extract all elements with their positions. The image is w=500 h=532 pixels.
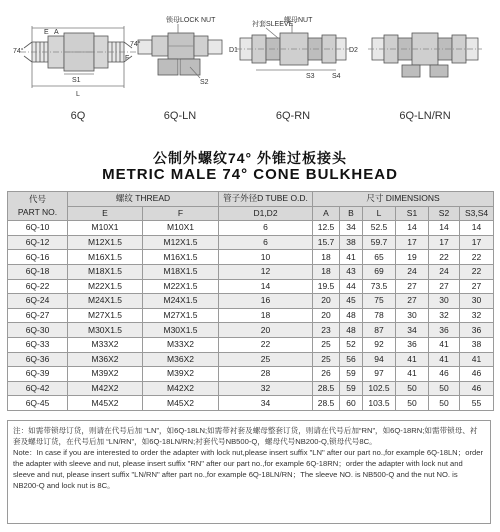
table-cell: 6Q-10 [8, 221, 68, 236]
table-cell: 59.7 [363, 235, 396, 250]
title-chinese: 公制外螺纹74° 外锥过板接头 [152, 150, 348, 166]
label-sleeve: 衬套SLEEVE [252, 21, 294, 28]
table-cell: 20 [313, 308, 340, 323]
table-cell: 20 [219, 323, 313, 338]
table-cell: M33X2 [68, 337, 143, 352]
table-cell: 6Q-36 [8, 352, 68, 367]
table-cell: 6Q-45 [8, 396, 68, 411]
table-cell: M10X1 [68, 221, 143, 236]
table-cell: 16 [219, 294, 313, 309]
header-s3s4: S3,S4 [460, 206, 494, 221]
table-cell: M36X2 [68, 352, 143, 367]
table-cell: M39X2 [68, 367, 143, 382]
table-cell: 73.5 [363, 279, 396, 294]
table-cell: 6 [219, 221, 313, 236]
table-cell: 41 [460, 352, 494, 367]
table-cell: M27X1.5 [143, 308, 219, 323]
header-s2: S2 [429, 206, 460, 221]
table-cell: 41 [396, 352, 429, 367]
table-cell: 50 [429, 396, 460, 411]
table-cell: 34 [219, 396, 313, 411]
table-cell: 14 [396, 221, 429, 236]
table-cell: 41 [429, 337, 460, 352]
table-cell: 22 [460, 250, 494, 265]
label-f: F [125, 55, 130, 62]
table-cell: 10 [219, 250, 313, 265]
table-cell: 50 [396, 381, 429, 396]
table-cell: 41 [340, 250, 363, 265]
table-cell: 24 [429, 264, 460, 279]
table-cell: M30X1.5 [68, 323, 143, 338]
table-cell: M12X1.5 [68, 235, 143, 250]
table-cell: 25 [313, 352, 340, 367]
table-cell: M39X2 [143, 367, 219, 382]
table-cell: 36 [396, 337, 429, 352]
table-cell: 45 [340, 294, 363, 309]
header-dimensions: 尺寸 DIMENSIONS [313, 192, 494, 207]
table-cell: 17 [460, 235, 494, 250]
table-cell: 6Q-24 [8, 294, 68, 309]
table-cell: M16X1.5 [143, 250, 219, 265]
table-cell: M18X1.5 [68, 264, 143, 279]
label-s1: S1 [72, 77, 81, 84]
table-cell: 48 [340, 323, 363, 338]
caption-6q: 6Q [70, 110, 86, 122]
table-cell: 22 [219, 337, 313, 352]
table-cell: 38 [460, 337, 494, 352]
header-f: F [143, 206, 219, 221]
table-cell: 19 [396, 250, 429, 265]
label-angle-left: 74° [13, 48, 24, 55]
table-cell: 6Q-33 [8, 337, 68, 352]
table-cell: 15.7 [313, 235, 340, 250]
table-cell: 6Q-39 [8, 367, 68, 382]
table-cell: 18 [219, 308, 313, 323]
table-cell: 6Q-27 [8, 308, 68, 323]
table-cell: M10X1 [143, 221, 219, 236]
label-d1: D1 [229, 47, 238, 54]
table-cell: 19.5 [313, 279, 340, 294]
table-row [8, 323, 494, 338]
table-cell: M16X1.5 [68, 250, 143, 265]
table-cell: M24X1.5 [68, 294, 143, 309]
label-s3: S3 [306, 73, 315, 80]
table-cell: 27 [396, 279, 429, 294]
label-nut: 螺母NUT [284, 17, 313, 24]
table-cell: M22X1.5 [143, 279, 219, 294]
table-cell: 56 [340, 352, 363, 367]
table-cell: 55 [460, 396, 494, 411]
label-s2: S2 [200, 79, 209, 86]
table-cell: 28.5 [313, 381, 340, 396]
table-cell: 48 [340, 308, 363, 323]
table-cell: 14 [460, 221, 494, 236]
header-l: L [363, 206, 396, 221]
table-cell: 17 [429, 235, 460, 250]
table-cell: 60 [340, 396, 363, 411]
table-cell: 20 [313, 294, 340, 309]
table-row [8, 221, 494, 236]
table-cell: 6Q-30 [8, 323, 68, 338]
table-row [8, 308, 494, 323]
table-cell: 30 [429, 294, 460, 309]
label-a: A [54, 29, 59, 36]
label-l: L [76, 91, 80, 98]
table-cell: 17 [396, 235, 429, 250]
table-cell: 36 [429, 323, 460, 338]
table-row [8, 235, 494, 250]
table-cell: 30 [396, 308, 429, 323]
table-cell: 94 [363, 352, 396, 367]
drawing-6q-rn [236, 24, 350, 70]
table-cell: 36 [460, 323, 494, 338]
table-cell: M42X2 [68, 381, 143, 396]
table-cell: 46 [460, 381, 494, 396]
table-row [8, 396, 494, 411]
table-row [8, 352, 494, 367]
table-cell: 65 [363, 250, 396, 265]
table-cell: M45X2 [143, 396, 219, 411]
table-row [8, 250, 494, 265]
table-cell: 103.5 [363, 396, 396, 411]
table-cell: M22X1.5 [68, 279, 143, 294]
table-cell: 25 [219, 352, 313, 367]
table-cell: M45X2 [68, 396, 143, 411]
label-s4: S4 [332, 73, 341, 80]
label-lock-nut: 锁母LOCK NUT [166, 17, 216, 24]
header-thread: 螺纹 THREAD [68, 192, 219, 207]
table-cell: 50 [396, 396, 429, 411]
table-cell: 28.5 [313, 396, 340, 411]
table-cell: 27 [460, 279, 494, 294]
table-cell: 59 [340, 381, 363, 396]
table-cell: 41 [396, 367, 429, 382]
table-row [8, 264, 494, 279]
table-cell: M12X1.5 [143, 235, 219, 250]
table-cell: 14 [429, 221, 460, 236]
table-cell: 38 [340, 235, 363, 250]
table-cell: M24X1.5 [143, 294, 219, 309]
table-row [8, 294, 494, 309]
table-cell: 43 [340, 264, 363, 279]
table-cell: 52 [340, 337, 363, 352]
table-cell: 34 [396, 323, 429, 338]
table-cell: 102.5 [363, 381, 396, 396]
label-e: E [44, 29, 49, 36]
table-cell: M18X1.5 [143, 264, 219, 279]
table-cell: M42X2 [143, 381, 219, 396]
table-cell: 18 [313, 250, 340, 265]
table-cell: 25 [313, 337, 340, 352]
table-cell: 59 [340, 367, 363, 382]
table-cell: 23 [313, 323, 340, 338]
note-english: Note：In case if you are interested to order the adapter with lock nut,please insert suffix "LN" after our part no.,for example 6Q-18LN；order the adapter with sleeve and nut, please insert suffix "RN" after our part no.,for example 6Q-18RN；order the adapter with lock nut and sleeve and nut, please insert suffix "LN/RN" after part no.,for example 6Q-18LN/RN；The sleeve NO. is NB500-Q and the nut NO. is NB200-Q and lock nut is 8C。 [13, 448, 483, 490]
table-cell: 46 [460, 367, 494, 382]
table-cell: 6 [219, 235, 313, 250]
caption-6q-lnrn: 6Q-LN/RN [399, 110, 451, 122]
header-s1: S1 [396, 206, 429, 221]
table-cell: 52.5 [363, 221, 396, 236]
table-cell: M36X2 [143, 352, 219, 367]
dimensions-table [7, 191, 494, 411]
table-cell: 46 [429, 367, 460, 382]
table-cell: 92 [363, 337, 396, 352]
table-cell: 44 [340, 279, 363, 294]
header-part-no: 代号 PART NO. [8, 192, 68, 221]
table-cell: 6Q-12 [8, 235, 68, 250]
table-body [8, 221, 494, 411]
header-a: A [313, 206, 340, 221]
header-tube-od: 管子外径D TUBE O.D. [219, 192, 313, 207]
table-cell: 6Q-42 [8, 381, 68, 396]
table-cell: 87 [363, 323, 396, 338]
table-cell: 12 [219, 264, 313, 279]
header-d1d2: D1,D2 [219, 206, 313, 221]
table-cell: M33X2 [143, 337, 219, 352]
table-cell: M27X1.5 [68, 308, 143, 323]
table-cell: 28 [219, 367, 313, 382]
table-cell: 50 [429, 381, 460, 396]
table-cell: 75 [363, 294, 396, 309]
table-cell: 27 [429, 279, 460, 294]
table-cell: 69 [363, 264, 396, 279]
table-cell: 32 [219, 381, 313, 396]
table-cell: 12.5 [313, 221, 340, 236]
table-cell: 22 [460, 264, 494, 279]
table-cell: 27 [396, 294, 429, 309]
header-e: E [68, 206, 143, 221]
table-cell: 24 [396, 264, 429, 279]
drawing-6q-ln [138, 24, 222, 78]
table-cell: M30X1.5 [143, 323, 219, 338]
table-row [8, 337, 494, 352]
note-chinese: 注：如需带锁母订货，则请在代号后加 “LN”，如6Q-18LN;如需带衬套及螺母整套订货，则请在代号后加“RN”，如6Q-18RN;如需带锁母、衬套及螺母订货，在代号后加 “LN/RN”，如6Q-18LN/RN;衬套代号NB500-Q，螺母代号NB200-Q,锁母代号8C。 [13, 426, 478, 446]
table-cell: 26 [313, 367, 340, 382]
table-cell: 34 [340, 221, 363, 236]
table-row [8, 367, 494, 382]
header-b: B [340, 206, 363, 221]
title-english: METRIC MALE 74° CONE BULKHEAD [102, 166, 398, 183]
table-cell: 6Q-18 [8, 264, 68, 279]
table-cell: 18 [313, 264, 340, 279]
table-cell: 14 [219, 279, 313, 294]
caption-6q-ln: 6Q-LN [163, 110, 197, 122]
label-d2: D2 [349, 47, 358, 54]
table-row [8, 279, 494, 294]
caption-6q-rn: 6Q-RN [275, 110, 311, 122]
table-cell: 32 [429, 308, 460, 323]
drawing-6q-lnrn [368, 33, 482, 77]
table-cell: 32 [460, 308, 494, 323]
table-row [8, 381, 494, 396]
label-angle-right: 74° [130, 41, 141, 48]
table-cell: 30 [460, 294, 494, 309]
order-notes [7, 420, 491, 524]
table-cell: 41 [429, 352, 460, 367]
table-cell: 22 [429, 250, 460, 265]
table-cell: 6Q-22 [8, 279, 68, 294]
table-cell: 78 [363, 308, 396, 323]
table-cell: 97 [363, 367, 396, 382]
table-cell: 6Q-16 [8, 250, 68, 265]
